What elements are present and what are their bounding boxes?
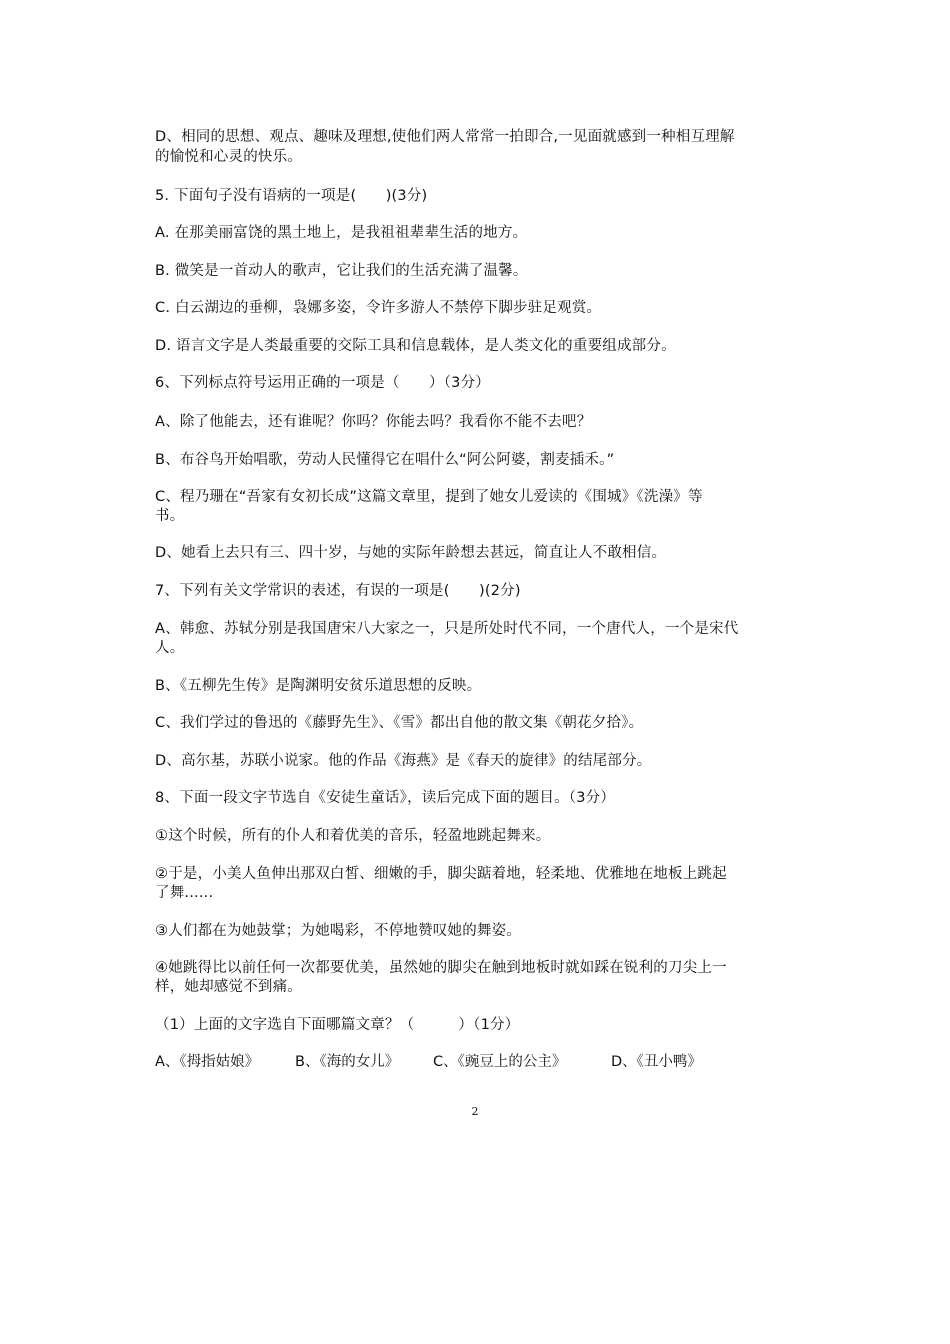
q6-option-c-line1: C、程乃珊在“吾家有女初长成”这篇文章里，提到了她女儿爱读的《围城》《洗澡》等 <box>155 489 703 505</box>
q5-option-b: B. 微笑是一首动人的歌声，它让我们的生活充满了温馨。 <box>155 263 528 279</box>
q5-option-a: A. 在那美丽富饶的黑土地上，是我祖祖辈辈生活的地方。 <box>155 225 528 241</box>
q8-sub1-question: （1）上面的文字选自下面哪篇文章？（ ）（1分） <box>155 1017 520 1033</box>
q6-question: 6、下列标点符号运用正确的一项是（ ）（3分） <box>155 375 490 391</box>
q8-sub1-option-a: A、《拇指姑娘》 <box>155 1054 260 1070</box>
page-number: 2 <box>471 1105 479 1118</box>
passage-sentence-1: ①这个时候，所有的仆人和着优美的音乐，轻盈地跳起舞来。 <box>155 828 551 844</box>
q4-option-d-line1: D、相同的思想、观点、趣味及理想,使他们两人常常一拍即合,一见面就感到一种相互理解 <box>155 129 735 145</box>
q7-option-b: B、《五柳先生传》是陶渊明安贫乐道思想的反映。 <box>155 678 482 694</box>
q8-sub1-option-c: C、《豌豆上的公主》 <box>433 1054 567 1070</box>
q4-option-d-line2: 的愉悦和心灵的快乐。 <box>155 149 302 165</box>
q7-option-d: D、高尔基，苏联小说家。他的作品《海燕》是《春天的旋律》的结尾部分。 <box>155 753 652 769</box>
q5-option-d: D. 语言文字是人类最重要的交际工具和信息载体，是人类文化的重要组成部分。 <box>155 338 676 354</box>
passage-sentence-4-line2: 样，她却感觉不到痛。 <box>155 979 302 995</box>
passage-sentence-3: ③人们都在为她鼓掌；为她喝彩，不停地赞叹她的舞姿。 <box>155 923 521 939</box>
q6-option-c-line2: 书。 <box>155 508 185 524</box>
q8-question: 8、下面一段文字节选自《安徒生童话》，读后完成下面的题目。（3分） <box>155 790 616 806</box>
q7-option-c: C、我们学过的鲁迅的《藤野先生》、《雪》都出自他的散文集《朝花夕拾》。 <box>155 715 644 731</box>
q8-sub1-options <box>155 1053 702 1072</box>
passage-sentence-2-line1: ②于是，小美人鱼伸出那双白皙、细嫩的手，脚尖踮着地，轻柔地、优雅地在地板上跳起 <box>155 866 727 882</box>
q6-option-b: B、布谷鸟开始唱歌，劳动人民懂得它在唱什么“阿公阿婆，割麦插禾。” <box>155 452 615 468</box>
q5-option-c: C. 白云湖边的垂柳，袅娜多姿，令许多游人不禁停下脚步驻足观赏。 <box>155 300 602 316</box>
passage-sentence-4-line1: ④她跳得比以前任何一次都要优美，虽然她的脚尖在触到地板时就如踩在锐利的刀尖上一 <box>155 960 727 976</box>
q6-option-a: A、除了他能去，还有谁呢？你吗？你能去吗？我看你不能不去吧？ <box>155 414 592 430</box>
q5-question: 5. 下面句子没有语病的一项是( )(3分) <box>155 188 428 204</box>
q6-option-d: D、她看上去只有三、四十岁，与她的实际年龄想去甚远，简直让人不敢相信。 <box>155 545 667 561</box>
q8-sub1-option-b: B、《海的女儿》 <box>295 1054 400 1070</box>
passage-sentence-2-line2: 了舞...... <box>155 885 214 901</box>
q7-option-a-line2: 人。 <box>155 640 185 656</box>
q7-option-a-line1: A、韩愈、苏轼分别是我国唐宋八大家之一，只是所处时代不同，一个唐代人，一个是宋代 <box>155 621 739 637</box>
q7-question: 7、下列有关文学常识的表述，有误的一项是( )(2分) <box>155 583 521 599</box>
q8-sub1-option-d: D、《丑小鸭》 <box>611 1054 702 1070</box>
